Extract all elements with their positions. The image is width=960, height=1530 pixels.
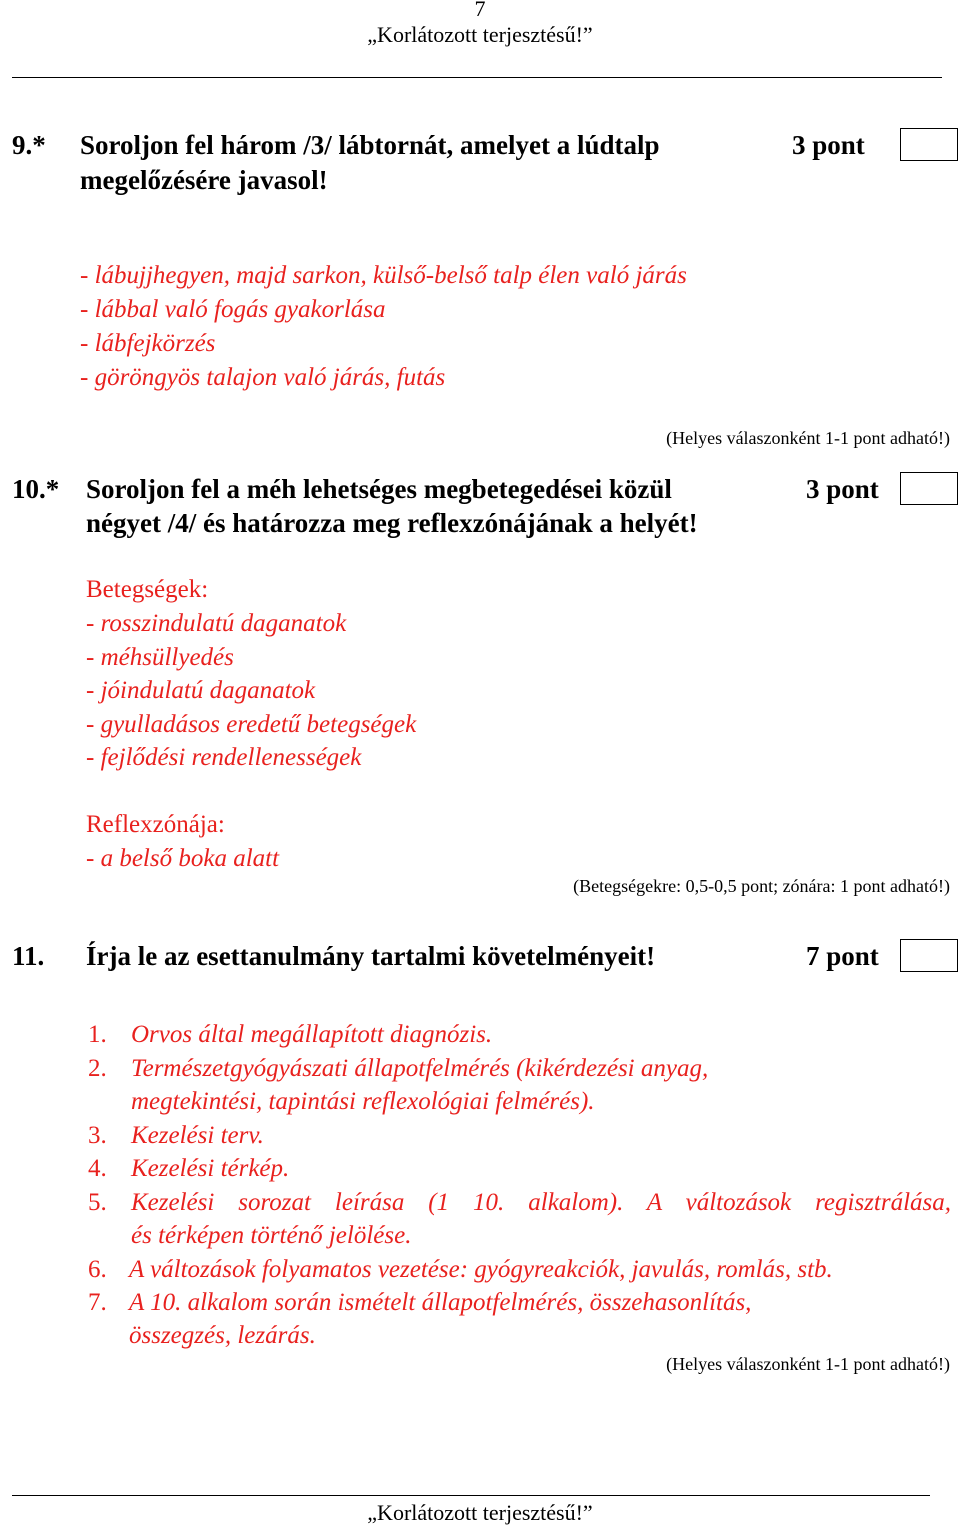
q11-score-box[interactable] [900,939,958,972]
restricted-header: „Korlátozott terjesztésű!” [367,22,593,47]
q11-item-number: 1. [88,1021,107,1048]
q9-answer: - lábfejkörzés [80,330,216,357]
q9-text-line1: Soroljon fel három /3/ lábtornát, amelyet a lúdtalp [80,130,660,160]
q9-score-box[interactable] [900,128,958,161]
q10-diseases-heading: Betegségek: [86,576,209,603]
q10-points: 3 pont [806,474,879,504]
q9-number: 9.* [12,130,46,160]
q10-zone: - a belső boka alatt [86,845,280,872]
q11-item-text: összegzés, lezárás. [129,1322,316,1349]
q9-text-line2: megelőzésére javasol! [80,165,328,195]
q10-disease: - jóindulatú daganatok [86,677,316,704]
q11-item-text: Természetgyógyászati állapotfelmérés (kikérdezési anyag, [131,1055,709,1082]
page-number: 7 [474,0,486,21]
q11-item-number: 3. [88,1122,107,1149]
q9-answer: - göröngyös talajon való járás, futás [80,364,446,391]
q11-item-text: Kezelési terv. [131,1122,264,1149]
q9-scoring-note: (Helyes válaszonként 1-1 pont adható!) [666,428,950,448]
q10-number: 10.* [12,474,60,504]
q10-scoring-note: (Betegségekre: 0,5-0,5 pont; zónára: 1 pont adható!) [573,876,950,896]
footer-rule [12,1495,930,1496]
q11-item-text: A 10. alkalom során ismételt állapotfelmérés, összehasonlítás, [129,1289,752,1316]
q11-points: 7 pont [806,941,879,971]
q11-item-text: Orvos által megállapított diagnózis. [131,1021,493,1048]
q9-answer: - lábbal való fogás gyakorlása [80,296,386,323]
q11-item-text: A változások folyamatos vezetése: gyógyreakciók, javulás, romlás, stb. [129,1256,833,1283]
q10-disease: - rosszindulatú daganatok [86,610,347,637]
q9-points: 3 pont [792,130,865,160]
restricted-footer: „Korlátozott terjesztésű!” [367,1500,593,1525]
q10-disease: - gyulladásos eredetű betegségek [86,711,417,738]
q11-item-number: 6. [88,1256,107,1283]
q10-text-line2: négyet /4/ és határozza meg reflexzónájának a helyét! [86,508,698,538]
q11-scoring-note: (Helyes válaszonként 1-1 pont adható!) [666,1354,950,1374]
q11-item-number: 7. [88,1289,107,1316]
q11-item-text: és térképen történő jelölése. [131,1222,412,1249]
q10-disease: - fejlődési rendellenességek [86,744,362,771]
q9-answer: - lábujjhegyen, majd sarkon, külső-belső talp élen való járás [80,262,687,289]
q10-disease: - méhsüllyedés [86,644,234,671]
q11-item-number: 2. [88,1055,107,1082]
q11-item-text: Kezelési sorozat leírása (1 10. alkalom). A változások regisztrálása, [131,1189,951,1216]
q11-item-number: 4. [88,1155,107,1182]
q10-zone-heading: Reflexzónája: [86,811,225,838]
q10-text-line1: Soroljon fel a méh lehetséges megbetegedései közül [86,474,672,504]
q11-number: 11. [12,941,45,971]
q10-score-box[interactable] [900,472,958,505]
q11-item-text: Kezelési térkép. [131,1155,290,1182]
q11-text: Írja le az esettanulmány tartalmi követelményeit! [86,941,656,971]
q11-item-number: 5. [88,1189,107,1216]
q11-item-text: megtekintési, tapintási reflexológiai felmérés). [131,1088,595,1115]
header-rule [12,77,942,78]
